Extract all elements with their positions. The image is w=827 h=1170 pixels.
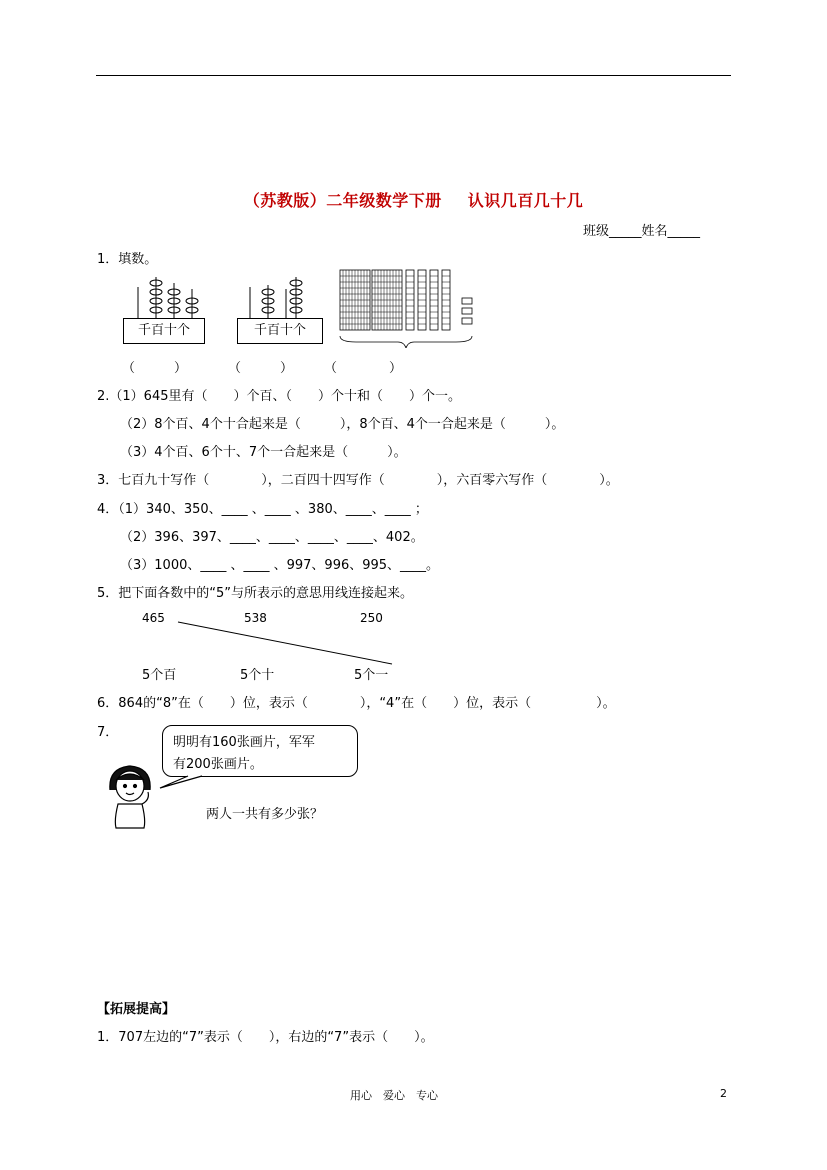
q5-meaning-3: 5个一 bbox=[354, 668, 389, 683]
abacus-1-label: 千百十个 bbox=[123, 318, 205, 344]
bubble-line-1: 明明有160张画片，军军 bbox=[173, 735, 315, 750]
q1-text: 1．填数。 bbox=[97, 252, 158, 267]
abacus-2-icon bbox=[234, 275, 326, 319]
girl-figure-icon bbox=[102, 760, 158, 832]
footer-text: 用心 爱心 专心 bbox=[350, 1089, 438, 1102]
header-rule bbox=[96, 75, 731, 76]
q1-blank-3: （ ） bbox=[324, 361, 403, 376]
abacus-1-icon bbox=[120, 275, 212, 319]
bubble-tail bbox=[158, 772, 218, 792]
q3-text: 3．七百九十写作（ ），二百四十四写作（ ），六百零六写作（ ）。 bbox=[97, 473, 619, 488]
page-title bbox=[0, 188, 827, 211]
q7-question: 两人一共有多少张？ bbox=[206, 807, 324, 822]
q2-line-3: （3）4个百、6个十、7个一合起来是（ ）。 bbox=[120, 445, 407, 460]
q1-blank-1: （ ） bbox=[122, 361, 188, 376]
q5-number-2: 538 bbox=[244, 611, 267, 625]
speech-bubble bbox=[162, 725, 358, 777]
q5-number-3: 250 bbox=[360, 611, 383, 625]
title-sub: 认识几百几十几 bbox=[467, 191, 584, 210]
q7-text: 7． bbox=[97, 725, 119, 740]
q5-text: 5．把下面各数中的“5”与所表示的意思用线连接起来。 bbox=[97, 586, 414, 601]
q1-blank-2: （ ） bbox=[228, 361, 294, 376]
page-number: 2 bbox=[720, 1087, 727, 1100]
q5-connect-line bbox=[170, 618, 400, 668]
extension-q1: 1．707左边的“7”表示（ ），右边的“7”表示（ ）。 bbox=[97, 1030, 434, 1045]
q2-line-2: （2）8个百、4个十合起来是（ ），8个百、4个一合起来是（ ）。 bbox=[120, 417, 565, 432]
abacus-2-label: 千百十个 bbox=[237, 318, 323, 344]
q6-text: 6．864的“8”在（ ）位，表示（ ），“4”在（ ）位，表示（ ）。 bbox=[97, 696, 616, 711]
bubble-line-2: 有200张画片。 bbox=[173, 757, 263, 772]
place-value-blocks-icon bbox=[336, 268, 476, 348]
title-main: （苏教版）二年级数学下册 bbox=[243, 191, 442, 210]
extension-heading: 【拓展提高】 bbox=[97, 1002, 176, 1017]
q4-line-2: （2）396、397、____、____、____、____、402。 bbox=[120, 530, 424, 545]
q2-line-1: 2.（1）645里有（ ）个百、（ ）个十和（ ）个一。 bbox=[97, 389, 461, 404]
q5-number-1: 465 bbox=[142, 611, 165, 625]
q4-line-3: （3）1000、____ 、____ 、997、996、995、____。 bbox=[120, 558, 440, 573]
q5-meaning-1: 5个百 bbox=[142, 668, 177, 683]
q4-line-1: 4．（1）340、350、____ 、____ 、380、____、____ ； bbox=[97, 502, 428, 517]
class-name-line: 班级_____姓名_____ bbox=[583, 224, 701, 239]
q5-meaning-2: 5个十 bbox=[240, 668, 275, 683]
